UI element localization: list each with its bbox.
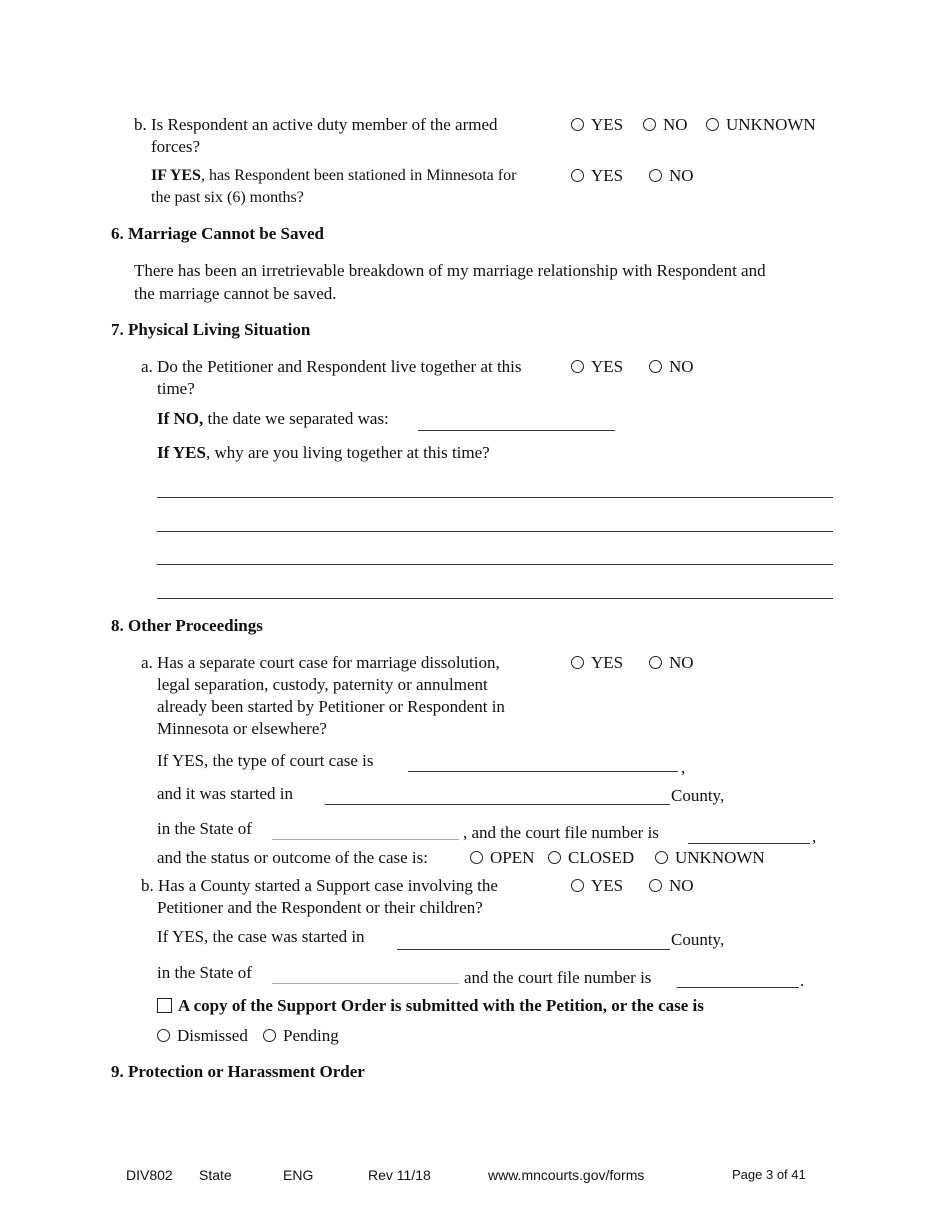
reason-line-1[interactable] (157, 497, 833, 498)
support-order-copy-row (157, 995, 704, 1017)
section-9-heading: 9. Protection or Harassment Order (111, 1062, 365, 1081)
support-state-field[interactable] (272, 983, 459, 984)
radio-icon (571, 360, 584, 373)
q5b-no-radio[interactable]: NO (643, 114, 706, 136)
q8a-no-radio[interactable]: NO (649, 652, 694, 674)
support-file-period: . (800, 971, 805, 990)
reason-line-4[interactable] (157, 598, 833, 599)
section-8-heading: 8. Other Proceedings (111, 616, 263, 635)
q5b-question-line1: b. Is Respondent an active duty member of the armed (134, 115, 498, 134)
q5b-followup-line1: IF YES, has Respondent been stationed in Minnesota for (151, 167, 517, 184)
radio-icon (548, 851, 561, 864)
q8a-line3: already been started by Petitioner or Respondent in (157, 697, 505, 716)
case-county-field[interactable] (325, 804, 670, 805)
case-file-comma: , (812, 827, 817, 846)
q5b-followup-no-radio[interactable]: NO (649, 165, 694, 187)
q5b-options (571, 114, 816, 136)
radio-icon (706, 118, 719, 131)
case-status-options (470, 847, 765, 869)
q8a-line1: a. Has a separate court case for marriage dissolution, (141, 653, 500, 672)
dismissed-radio[interactable]: Dismissed (157, 1025, 263, 1047)
support-case-options (157, 1025, 339, 1047)
q8a-line2: legal separation, custody, paternity or annulment (157, 675, 488, 694)
radio-icon (649, 169, 662, 182)
radio-icon (571, 169, 584, 182)
radio-icon (649, 879, 662, 892)
separation-date-field[interactable] (418, 430, 615, 431)
reason-line-3[interactable] (157, 564, 833, 565)
q5b-followup-options (571, 165, 694, 187)
q8b-options (571, 875, 694, 897)
reason-line-2[interactable] (157, 531, 833, 532)
footer-language: ENG (283, 1167, 314, 1183)
case-type-label: If YES, the type of court case is (157, 751, 374, 770)
support-county-label: County, (671, 930, 725, 949)
support-file-number-field[interactable] (677, 987, 799, 988)
case-county-label: County, (671, 786, 725, 805)
radio-icon (571, 879, 584, 892)
support-order-copy-label: A copy of the Support Order is submitted with the Petition, or the case is (178, 996, 704, 1015)
q7-ifno-line: If NO, the date we separated was: (157, 409, 389, 428)
status-open-radio[interactable]: OPEN (470, 847, 548, 869)
radio-icon (157, 1029, 170, 1042)
q7-ifyes-line: If YES, why are you living together at this time? (157, 443, 490, 462)
footer-form-id: DIV802 (126, 1167, 173, 1183)
footer-jurisdiction: State (199, 1167, 232, 1183)
case-status-label: and the status or outcome of the case is: (157, 848, 428, 867)
q8b-no-radio[interactable]: NO (649, 875, 694, 897)
q5b-yes-radio[interactable]: YES (571, 114, 643, 136)
footer-website-link[interactable]: www.mncourts.gov/forms (488, 1167, 645, 1183)
footer-revision: Rev 11/18 (368, 1167, 431, 1183)
status-closed-radio[interactable]: CLOSED (548, 847, 655, 869)
case-file-label: , and the court file number is (463, 823, 659, 842)
support-order-checkbox[interactable] (157, 998, 172, 1013)
case-state-field[interactable] (272, 839, 459, 840)
q5b-followup-line2: the past six (6) months? (151, 189, 304, 206)
q8a-yes-radio[interactable]: YES (571, 652, 649, 674)
support-started-label: If YES, the case was started in (157, 927, 365, 946)
q8b-yes-radio[interactable]: YES (571, 875, 649, 897)
case-state-label: in the State of (157, 819, 252, 838)
case-file-number-field[interactable] (688, 843, 810, 844)
q7a-line1: a. Do the Petitioner and Respondent live together at this (141, 357, 522, 376)
section-6-body-line1: There has been an irretrievable breakdown of my marriage relationship with Respondent and (134, 261, 766, 280)
radio-icon (470, 851, 483, 864)
radio-icon (643, 118, 656, 131)
radio-icon (263, 1029, 276, 1042)
support-state-label: in the State of (157, 963, 252, 982)
radio-icon (571, 118, 584, 131)
radio-icon (649, 656, 662, 669)
section-6-body-line2: the marriage cannot be saved. (134, 284, 337, 303)
status-unknown-radio[interactable]: UNKNOWN (655, 847, 765, 869)
pending-radio[interactable]: Pending (263, 1025, 339, 1047)
q8a-line4: Minnesota or elsewhere? (157, 719, 327, 738)
case-started-label: and it was started in (157, 784, 293, 803)
support-file-label: and the court file number is (464, 968, 652, 987)
q7a-yes-radio[interactable]: YES (571, 356, 649, 378)
support-county-field[interactable] (397, 949, 670, 950)
q8b-line2: Petitioner and the Respondent or their children? (157, 898, 483, 917)
case-type-comma: , (681, 758, 686, 777)
radio-icon (571, 656, 584, 669)
section-6-heading: 6. Marriage Cannot be Saved (111, 224, 324, 243)
q8a-options (571, 652, 694, 674)
q5b-followup-yes-radio[interactable]: YES (571, 165, 649, 187)
q8b-line1: b. Has a County started a Support case involving the (141, 876, 498, 895)
q5b-unknown-radio[interactable]: UNKNOWN (706, 114, 816, 136)
radio-icon (649, 360, 662, 373)
q7a-no-radio[interactable]: NO (649, 356, 694, 378)
q7a-line2: time? (157, 379, 195, 398)
q7a-options (571, 356, 694, 378)
radio-icon (655, 851, 668, 864)
section-7-heading: 7. Physical Living Situation (111, 320, 311, 339)
case-type-field[interactable] (408, 771, 678, 772)
q5b-question-line2: forces? (151, 137, 201, 156)
footer-page-number: Page 3 of 41 (732, 1167, 806, 1182)
